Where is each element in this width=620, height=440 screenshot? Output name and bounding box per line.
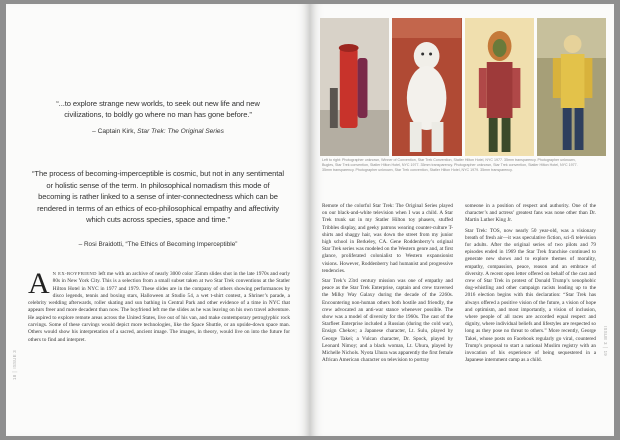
right-folio: ISSUE 3 │ 19 xyxy=(603,326,608,356)
photo-caption: Left to right: Photographer unknown, Winner of Convention, Star Trek Convention, Statler Hilton Hotel, NYC 1977. 35mm transparency. Photographer unknown, Bugles, Star Trek convention, Statler Hilton Hotel, NYC 1977. 35mm transparency. Photographer unknown, Star Trek convention, Statler Hilton Hotel, NYC 1977. 35mm transparency. Photographer unknown, Star Trek convention, Statler Hilton Hotel, NYC 1979. 35mm transparency. xyxy=(322,158,578,172)
photo-yellow-suit-costume xyxy=(537,18,606,156)
text-column-1 xyxy=(322,203,453,367)
photo-strip xyxy=(320,18,606,156)
photo-white-furry-creature xyxy=(392,18,461,156)
epigraph-braidotti: “The process of becoming-imperceptible is cosmic, but not in any sentimental or holistic sense of the term. In philosophical nomadism this mode of becoming is rather linked to a sense of inter-connectedness which can be rendered in terms of an ethics of eco-philosophical empathy and affectivity which cuts across species, space and time.” xyxy=(32,169,284,224)
left-page xyxy=(6,4,310,436)
essay-smallcaps: N EX-BOYFRIEND xyxy=(52,271,97,276)
essay-text: left me with an archive of nearly 3000 color 35mm slides shot in the late 1970s and early 80s in New York City. This is a selection from a small subset taken at two Star Trek conventions at the Statler Hilton Hotel in NYC in 1977 and 1979. These slides are in the company of others showing performances by disco legends, tennis and boxing stars, Halloween at Studio 54, a wet t-shirt contest, a Shriner’s parade, a celebrity wedding afterwards, roller skating and sun bathing in Central Park and other evidence of a time in NYC that appears freer and more decadent than now. The boyfriend left me the slides as he was leaving on his own travel adventure. He aspired to explore remote areas across the United States, live out of his van, and make contemporary petroglyphic rock carvings. Some of these carvings would depict more technologies, like the Space Shuttle, or an upside-down space man. Others would show his interpretation of a sacred, ancient image. The images, in theory, would live on into the future for others to find and interpret. xyxy=(28,271,290,343)
essay-opening xyxy=(28,267,290,344)
kirk-attribution-name: – Captain Kirk, xyxy=(92,128,136,135)
photo-alien-mask-costume xyxy=(465,18,534,156)
text-column-2 xyxy=(465,203,596,367)
magazine-spread xyxy=(6,4,614,436)
kirk-attribution-title: Star Trek: The Original Series xyxy=(137,128,224,135)
photo-red-cylinder-costume xyxy=(320,18,389,156)
paragraph: someone in a position of respect and authority. One of the character’s and actress’ greatest fans was none other than Dr. Martin Luther King Jr. xyxy=(465,203,596,224)
drop-cap: A xyxy=(28,267,50,300)
paragraph: Remote of the colorful Star Trek: The Original Series played on our black-and-white television when I was a child. A Star Trek trunk sat in my Statler Hilton toy phasers, stuffed Tribbles display, and geeky patrons wearing counter-culture T-shirts and shaggy hair, was down the street from my junior high school in Berkeley, CA. Gene Roddenberry’s original Star Trek series was modeled on the Western genre and, at first glance, proliferated colonialist to Western expansionist visions. However, Roddenberry had humanist and progressive tendencies. xyxy=(322,203,453,274)
epigraph-kirk xyxy=(36,98,280,120)
epigraph-kirk-attribution xyxy=(36,128,280,135)
epigraph-kirk-text: “...to explore strange new worlds, to seek out new life and new civilizations, to boldly go where no man has gone before.” xyxy=(56,99,260,119)
paragraph: Star Trek: TOS, now nearly 50 year-old, was a visionary breath of fresh air—it was speculative fiction, sci-fi television for adults. After the original series of two pilots and 79 episodes ended in 1969 the Star Trek franchise continued to generate new shows and to explore themes of morality, empathy, compassion, peace, reason and an embrace of diversity. A recent open letter offered on behalf of the cast and crew of Star Trek in protest of Donald Trump’s xenophobic dog-whistling and other campaign racists leading up to the 2016 election begins with this declaration: “Star Trek has always offered a positive vision of the future, a vision of hope and optimism, and most importantly, a vision of inclusion, where people of all races are accorded equal respect and dignity, where individual beliefs and lifestyles are respected so long as they pose no threat to others.” More recently, George Takei, whose posts on Facebook regularly go viral, countered Trump’s proposal to start a national Muslim registry with an invocation of his experience of being sequestered in a Japanese internment camp as a child. xyxy=(465,227,596,364)
left-folio: 18 │ ISSUE 3 xyxy=(12,350,17,380)
right-page xyxy=(310,4,614,436)
epigraph-braidotti-attribution: – Rosi Braidotti, “The Ethics of Becoming Imperceptible” xyxy=(78,241,238,248)
paragraph: Star Trek’s 23rd century mission was one of empathy and peace as the Star Trek Enterprise, captain and crew traversed the Milky Way Galaxy during the decade of the 2260s. Encountering non-human others both hostile and friendly, the crew advocated an anti-war stance whenever possible. The show was a model of diversity for the 1960s. The cast of the Starfleet Enterprise included a Russian (during the cold war), Ensign Chekov; a Japanese character, Lt. Sulu, played by George Takei; a Vulcan character, Dr. Spock, played by Leonard Nimoy; and a black woman, Lt. Uhura, played by Michelle Nichols. Nyota Uhura was apparently the first female African American character on television to portray xyxy=(322,278,453,364)
